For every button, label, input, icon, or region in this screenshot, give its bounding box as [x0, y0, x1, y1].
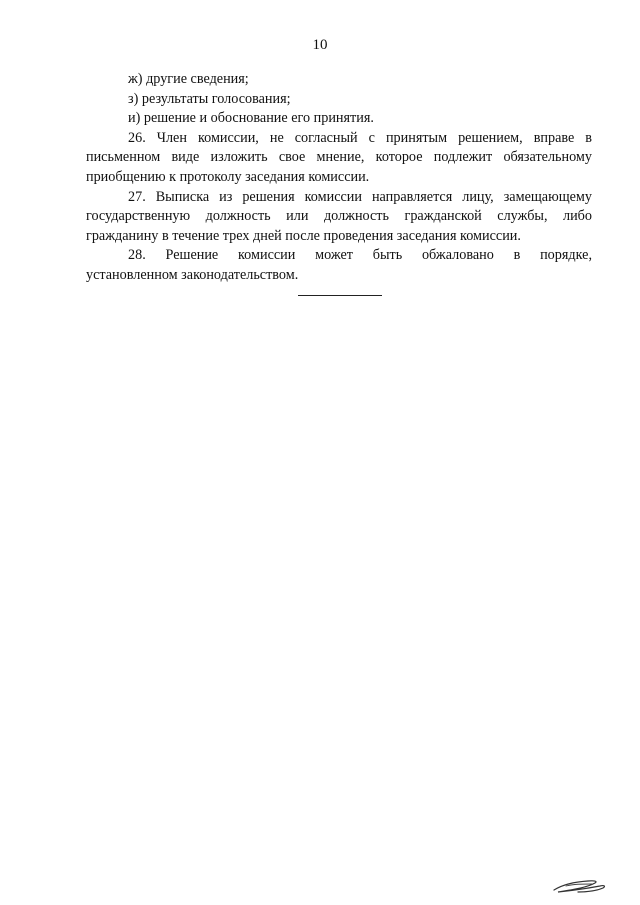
paragraph-26-line-1: 26. Член комиссии, не согласный с принятым решением, вправе в	[128, 129, 592, 146]
paragraph-27-line-1: 27. Выписка из решения комиссии направляется лицу, замещающему	[128, 188, 592, 205]
paragraph-27-line-2: государственную должность или должность гражданской службы, либо	[86, 208, 592, 225]
paragraph-26-line-2: письменном виде изложить свое мнение, которое подлежит обязательному	[86, 149, 592, 166]
list-item-z: з) результаты голосования;	[128, 90, 291, 107]
list-item-i: и) решение и обоснование его принятия.	[128, 110, 374, 127]
end-divider	[298, 295, 382, 296]
document-body	[86, 70, 592, 286]
page-number: 10	[312, 37, 328, 53]
list-item-zh: ж) другие сведения;	[128, 71, 249, 87]
paragraph-26-line-3: приобщению к протоколу заседания комиссии.	[86, 168, 370, 185]
paragraph-28-line-2: установленном законодательством.	[86, 266, 299, 283]
signature-initials-icon	[548, 874, 610, 896]
paragraph-27-line-3: гражданину в течение трех дней после проведения заседания комиссии.	[86, 227, 521, 244]
paragraph-28-line-1: 28. Решение комиссии может быть обжаловано в порядке,	[128, 247, 592, 264]
